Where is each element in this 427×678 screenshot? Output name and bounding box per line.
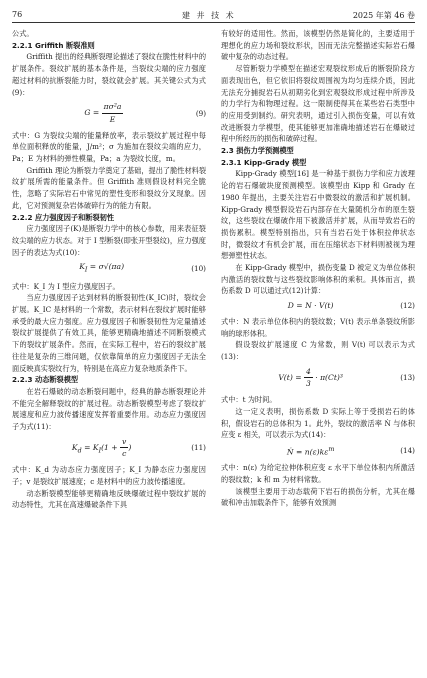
section-heading: 2.2.3 动态断裂模型 [12, 375, 79, 385]
equation-9: G = $\frac{\text{πσ²a}}{E}$ (9) [84, 102, 206, 124]
equation-number: (13) [400, 373, 415, 383]
paragraph: 尽管断裂力学模型在描述宏观裂纹形成后的断裂阶段方面表现出色，但它依旧将裂纹周围视为均匀连续介质，因此无法充分捕捉岩石从初期劣化到宏观裂纹形成过程中所涉及的力学行为和物理过程。这一限制使得其在某些岩石类型中的应用受到制约。研究表明，通过引入损伤变量，可以有效改进断裂力学模型，使其能够更加准确地描述岩石在爆破过程中所经历的损伤和破碎过程。 [221, 64, 415, 144]
paragraph: 这一定义表明，损伤系数 D 实际上等于受损岩石的体积，假设岩石的总体积为 1。此外，裂纹的激活率 Ṅ 与体积应变 ε 相关，可以表示为式(14)： [221, 406, 415, 440]
paragraph: 在 Kipp-Grady 模型中，损伤变量 D 被定义为单位体积内激活的裂纹数与这些裂纹影响体积的乘积。具体而言，损伤系数 D 可以通过式(12)计算： [221, 263, 415, 296]
paragraph: Kipp-Grady 模型[16] 是一种基于损伤力学和应力波理论的岩石爆破块度预测模型。该模型由 Kipp 和 Grady 在 1980 年提出，主要关注岩石中微裂纹的激活和扩展机制。Kipp-Grady 模型假设岩石内部存在大量随机分布的原生裂纹，这些裂纹在爆破作用下被激活并扩展，从而导致岩石的损伤累积。模型特别指出，只有当岩石处于体积拉伸状态时，微裂纹才有机会扩展，而在压缩状态下材料则被视为理想弹塑性状态。 [221, 169, 415, 261]
left-column [12, 28, 206, 511]
paragraph: 应力强度因子(K)是断裂力学中的核心参数，用来表征裂纹尖端的应力状态。对于 I 型断裂(即张开型裂纹)，应力强度因子的表达为式(10)： [12, 224, 206, 257]
paragraph: Griffith 理论为断裂力学奠定了基础，提出了脆性材料裂纹扩展所需的能量条件。但 Griffith 准则假设材料完全脆性，忽略了实际岩石中常见的塑性变形和裂纹分叉现象。因此，它对预测复杂岩体破碎行为的能力有限。 [12, 165, 207, 210]
section-heading: 2.3 损伤力学预测模型 [221, 146, 294, 156]
paragraph: 公式。 [12, 29, 34, 38]
paragraph: 式中：K_d 为动态应力强度因子；K_I 为静态应力强度因子；v 是裂纹扩展速度；c 是材料中的应力波传播速度。 [12, 465, 206, 486]
section-heading: 2.3.1 Kipp-Grady 模型 [221, 157, 307, 167]
paragraph: 式中：n(ε) 为给定拉伸体积应变 ε 水平下单位体积内所激活的裂纹数；k 和 m 为材料常数。 [221, 463, 415, 484]
equation-number: (12) [400, 301, 415, 311]
paragraph: 假设裂纹扩展速度 C 为常数，则 V(t) 可以表示为式(13)： [221, 340, 415, 361]
paragraph: 式中：K_I 为 I 型应力强度因子。 [12, 281, 120, 291]
paragraph: 式中：N 表示单位体积内的裂纹数；V(t) 表示单条裂纹所影响的球形体积。 [221, 316, 415, 338]
section-heading: 2.2.1 Griffith 断裂准则 [12, 40, 95, 50]
page-number: 76 [12, 10, 23, 19]
paragraph: 有较好的适用性。然而，该模型仍然是简化的，主要适用于理想化的应力场和裂纹形状，因而无法完整描述实际岩石爆破中复杂的动态过程。 [221, 29, 415, 62]
paragraph: 式中：t 为时间。 [221, 395, 277, 405]
right-column [221, 28, 415, 509]
equation-14: Ṅ = $n(\varepsilon)k\varepsilon^m$ (14) [286, 445, 415, 457]
paragraph: 式中：G 为裂纹尖端的能量释放率，表示裂纹扩展过程中每单位面积释放的能量，J/m²；σ 为施加在裂纹尖端的应力，Pa；E 为材料的弹性模量，Pa；a 为裂纹长度，m。 [12, 130, 206, 164]
issue-label: 2025 年第 46 卷 [352, 11, 415, 20]
paragraph: 动态断裂模型能够更精确地反映爆破过程中裂纹扩展的动态特性，尤其在高速爆破条件下具 [12, 488, 206, 510]
equation-number: (10) [191, 264, 206, 274]
paragraph: Griffith 提出的经典断裂理论描述了裂纹在脆性材料中的扩展条件。裂纹扩展的基本条件是，当裂纹尖端的应力强度超过材料的抗断裂能力时，裂纹就会扩展。其关键公式为式(9)： [12, 52, 207, 97]
equation-10: $K_I = \sigma√(\pi a)$ (10) [79, 262, 206, 274]
paragraph: 在岩石爆破的动态断裂问题中，经典的静态断裂理论并不能完全解释裂纹的扩展过程。动态断裂模型考虑了裂纹扩展速度和应力波传播速度发挥着重要作用。动态应力强度因子为式(11)： [12, 386, 206, 432]
paragraph: 该模型主要用于动态载荷下岩石的损伤分析，尤其在爆破和冲击加载条件下，能够有效预测 [221, 486, 415, 508]
equation-13: V(t) = $\frac{4}{3}$ · π(Ct)³ (13) [278, 366, 415, 389]
equation-number: (11) [191, 443, 206, 453]
equation-number: (9) [195, 108, 206, 118]
paragraph: 当应力强度因子达到材料的断裂韧性(K_IC)时，裂纹会扩展。K_IC 是材料的一个常数，表示材料在裂纹扩展时能够承受的最大应力强度。应力强度因子和断裂韧性为定量描述裂纹扩展提供了有效工具，能够更精确地描述不同断裂模式下的裂纹扩展条件。然而，在实际工程中，岩石的裂纹扩展往往是复杂的三维问题，仅依靠简单的应力强度因子无法全面反映真实裂纹行为，特别是在高应力复杂地质条件下。 [12, 293, 206, 373]
page-header [12, 8, 415, 23]
journal-title: 建 井 技 术 [182, 11, 236, 20]
equation-12: D = N · V(t) (12) [287, 301, 415, 311]
equation-number: (14) [400, 446, 415, 456]
section-heading: 2.2.2 应力强度因子和断裂韧性 [12, 212, 115, 222]
equation-11: $K_d = K_I(1$ + $\frac{v}{c}$ ) (11) [71, 436, 206, 459]
